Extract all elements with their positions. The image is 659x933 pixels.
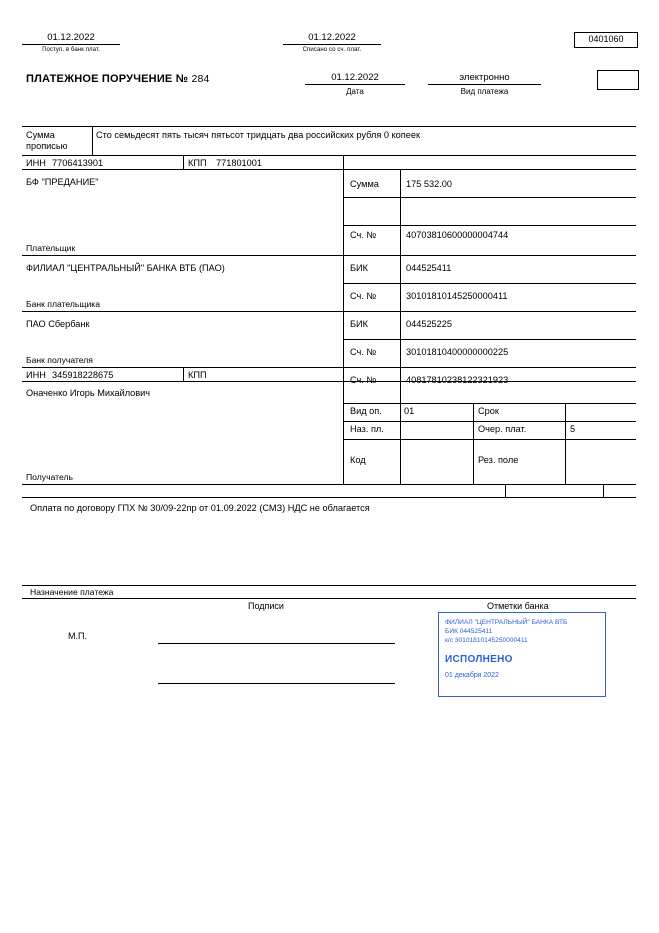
payer-account-value: 40703810600000004744: [406, 230, 509, 240]
page-title-text: ПЛАТЕЖНОЕ ПОРУЧЕНИЕ №: [26, 73, 189, 85]
bank-stamp-line-2: БИК 044525411: [445, 628, 493, 635]
payer-caption: Плательщик: [26, 243, 76, 253]
payment-kind-code-box: [597, 70, 639, 90]
signatures-label: Подписи: [248, 601, 284, 611]
page-title: [26, 73, 210, 85]
table-line: [343, 155, 344, 484]
payee-bank-bik-label: БИК: [350, 319, 368, 329]
payer-bank-caption: Банк плательщика: [26, 299, 100, 309]
date-in-bank-caption: Поступ. в банк плат.: [42, 47, 100, 53]
payment-kind-value: электронно: [428, 72, 541, 85]
date-in-bank-value: 01.12.2022: [22, 32, 120, 45]
payee-inn-value: 345918228675: [52, 370, 114, 380]
amount-in-words-label-line1: Сумма: [26, 130, 55, 140]
amount-in-words-value: Сто семьдесят пять тысяч пятьсот тридцать два российских рубля 0 копеек: [96, 130, 420, 140]
payer-kpp-value: 771801001: [216, 158, 262, 168]
payee-bank-account-value: 30101810400000000225: [406, 347, 509, 357]
bank-stamp: [438, 612, 606, 697]
payee-account-label: Сч. №: [350, 375, 377, 385]
table-line: [565, 403, 566, 484]
table-line: [22, 255, 636, 256]
document-date-field: [305, 72, 405, 96]
bank-stamp-status: ИСПОЛНЕНО: [445, 654, 513, 665]
document-date-caption: Дата: [346, 87, 364, 96]
table-line: [343, 403, 636, 404]
table-line: [505, 484, 506, 497]
form-code-box: [574, 32, 638, 48]
op-kind-label: Вид оп.: [350, 406, 382, 416]
date-written-off-caption: Списано со сч. плат.: [302, 47, 362, 53]
table-line: [603, 484, 604, 497]
payment-kind-field: [428, 72, 541, 96]
payer-bank-account-label: Сч. №: [350, 291, 377, 301]
amount-value: 175 532.00: [406, 179, 452, 189]
bank-stamp-line-1: ФИЛИАЛ "ЦЕНТРАЛЬНЫЙ" БАНКА ВТБ: [445, 619, 568, 626]
date-in-bank-field: [22, 32, 120, 53]
table-line: [22, 169, 636, 170]
payee-inn-label: ИНН: [26, 370, 46, 380]
table-line: [22, 497, 636, 498]
code-label: Код: [350, 455, 366, 465]
table-line: [22, 484, 636, 485]
table-line: [473, 403, 474, 484]
table-line: [183, 155, 184, 169]
signature-line: [158, 643, 395, 644]
payer-bank-account-value: 30101810145250000411: [406, 291, 508, 301]
payee-bank-name: ПАО Сбербанк: [26, 319, 90, 329]
purpose-code-label: Наз. пл.: [350, 424, 384, 434]
payer-account-label: Сч. №: [350, 230, 377, 240]
table-line: [92, 126, 93, 155]
payer-bank-bik-label: БИК: [350, 263, 368, 273]
mp-label: М.П.: [68, 631, 87, 641]
payer-bank-name: ФИЛИАЛ "ЦЕНТРАЛЬНЫЙ" БАНКА ВТБ (ПАО): [26, 263, 225, 273]
payer-kpp-label: КПП: [188, 158, 207, 168]
table-line: [343, 421, 636, 422]
table-line: [22, 126, 636, 127]
table-line: [183, 367, 184, 381]
table-line: [22, 155, 636, 156]
payment-kind-caption: Вид платежа: [460, 87, 509, 96]
amount-in-words-label-line2: прописью: [26, 141, 68, 151]
table-line: [22, 311, 636, 312]
payee-bank-bik-value: 044525225: [406, 319, 452, 329]
table-line: [343, 197, 636, 198]
payer-inn-value: 7706413901: [52, 158, 104, 168]
table-line: [343, 439, 636, 440]
bank-marks-label: Отметки банка: [487, 601, 549, 611]
amount-in-words-label: [26, 130, 92, 152]
document-number: 284: [191, 73, 210, 85]
amount-label: Сумма: [350, 179, 379, 189]
payee-kpp-label: КПП: [188, 370, 207, 380]
payer-bank-bik-value: 044525411: [406, 263, 452, 273]
payee-bank-caption: Банк получателя: [26, 355, 93, 365]
payer-inn-label: ИНН: [26, 158, 46, 168]
payment-purpose-text: Оплата по договору ГПХ № 30/09-22пр от 01.09.2022 (СМЗ) НДС не облагается: [30, 503, 370, 513]
document-date-value: 01.12.2022: [305, 72, 405, 85]
reserve-field-label: Рез. поле: [478, 455, 519, 465]
table-line: [343, 225, 636, 226]
table-line: [343, 283, 636, 284]
payee-caption: Получатель: [26, 472, 73, 482]
date-written-off-field: [283, 32, 381, 53]
bank-stamp-date: 01 декабря 2022: [445, 672, 499, 679]
term-label: Срок: [478, 406, 499, 416]
payee-account-value: 40817810238122321923: [406, 375, 509, 385]
table-line: [22, 381, 636, 382]
op-kind-value: 01: [404, 406, 415, 416]
date-written-off-value: 01.12.2022: [283, 32, 381, 45]
bank-stamp-line-3: к/с 30101810145250000411: [445, 637, 528, 644]
priority-value: 5: [570, 424, 576, 434]
table-line: [343, 339, 636, 340]
signature-line: [158, 683, 395, 684]
table-line: [22, 585, 636, 586]
form-code-value: 0401060: [588, 34, 624, 44]
payee-bank-account-label: Сч. №: [350, 347, 377, 357]
table-line: [22, 598, 636, 599]
payee-name: Оначенко Игорь Михайлович: [26, 388, 151, 398]
priority-label: Очер. плат.: [478, 424, 527, 434]
table-line: [400, 169, 401, 484]
table-line: [22, 367, 636, 368]
payment-purpose-caption: Назначение платежа: [30, 587, 114, 597]
payer-name: БФ "ПРЕДАНИЕ": [26, 177, 99, 187]
